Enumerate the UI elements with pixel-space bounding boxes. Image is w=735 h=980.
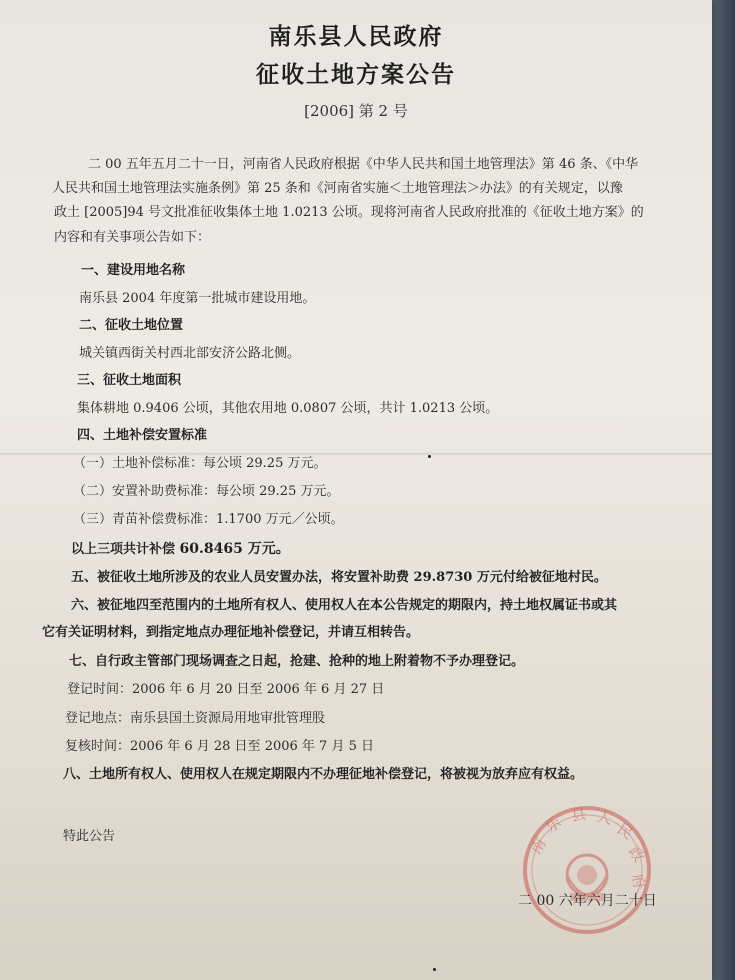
paper-speck bbox=[433, 968, 436, 971]
signature-date: 二 00 六年六月二十日 bbox=[518, 893, 657, 909]
official-seal bbox=[512, 795, 662, 945]
svg-text:县: 县 bbox=[569, 804, 588, 825]
svg-text:民: 民 bbox=[613, 819, 637, 843]
review-time: 复核时间：2006 年 6 月 28 日至 2006 年 7 月 5 日 bbox=[65, 739, 374, 754]
intro-line-1: 二 00 五年五月二十一日，河南省人民政府根据《中华人民共和国土地管理法》第 46 条、《中华 bbox=[88, 157, 639, 172]
section-1-heading: 一、建设用地名称 bbox=[81, 263, 186, 278]
intro-line-2: 人民共和国土地管理法实施条例》第 25 条和《河南省实施＜土地管理法＞办法》的有关规定，以豫 bbox=[52, 181, 623, 196]
register-place: 登记地点：南乐县国土资源局用地审批管理股 bbox=[65, 711, 326, 726]
section-2-heading: 二、征收土地位置 bbox=[79, 318, 184, 333]
total-prefix: 以上三项共计补偿 bbox=[71, 542, 180, 557]
total-compensation bbox=[71, 541, 290, 558]
section-5: 五、被征收土地所涉及的农业人员安置办法，将安置补助费 29.8730 万元付给被征地村民。 bbox=[71, 570, 607, 585]
section-6-line-2: 它有关证明材料，到指定地点办理征地补偿登记，并请互相转告。 bbox=[42, 625, 420, 640]
compensation-item-1: （一）土地补偿标准：每公顷 29.25 万元。 bbox=[73, 456, 327, 471]
svg-text:人: 人 bbox=[595, 807, 614, 829]
section-3-heading: 三、征收土地面积 bbox=[77, 373, 182, 388]
register-time: 登记时间：2006 年 6 月 20 日至 2006 年 6 月 27 日 bbox=[67, 682, 385, 697]
section-3-text: 集体耕地 0.9406 公顷，其他农用地 0.0807 公顷，共计 1.0213 公顷。 bbox=[77, 401, 499, 416]
total-value: 60.8465 万元。 bbox=[179, 541, 290, 557]
svg-text:政: 政 bbox=[624, 842, 649, 866]
title-line-2: 征收土地方案公告 bbox=[256, 61, 456, 88]
compensation-item-2: （二）安置补助费标准：每公顷 29.25 万元。 bbox=[73, 484, 340, 499]
section-6-line-1: 六、被征地四至范围内的土地所有权人、使用权人在本公告规定的期限内，持土地权属证书或其 bbox=[71, 598, 618, 613]
compensation-item-3: （三）青苗补偿费标准：1.1700 万元／公顷。 bbox=[73, 512, 344, 527]
svg-text:乐: 乐 bbox=[541, 812, 565, 837]
section-8: 八、土地所有权人、使用权人在规定期限内不办理征地补偿登记，将被视为放弃应有权益。 bbox=[63, 767, 584, 782]
section-1-text: 南乐县 2004 年度第一批城市建设用地。 bbox=[79, 291, 316, 306]
section-4-heading: 四、土地补偿安置标准 bbox=[77, 428, 208, 443]
closing-text: 特此公告 bbox=[63, 829, 116, 844]
title-line-1: 南乐县人民政府 bbox=[268, 23, 444, 50]
section-2-text: 城关镇西街关村西北部安济公路北侧。 bbox=[79, 346, 301, 361]
svg-text:南: 南 bbox=[526, 834, 550, 858]
paper-speck bbox=[428, 455, 431, 458]
intro-line-4: 内容和有关事项公告如下： bbox=[54, 230, 211, 245]
svg-text:府: 府 bbox=[628, 872, 649, 891]
intro-line-3: 政土 [2005]94 号文批准征收集体土地 1.0213 公顷。现将河南省人民政府批准的《征收土地方案》的 bbox=[54, 205, 644, 220]
document-number: [2006] 第 2 号 bbox=[304, 102, 408, 120]
section-7: 七、自行政主管部门现场调查之日起，抢建、抢种的地上附着物不予办理登记。 bbox=[69, 654, 525, 669]
